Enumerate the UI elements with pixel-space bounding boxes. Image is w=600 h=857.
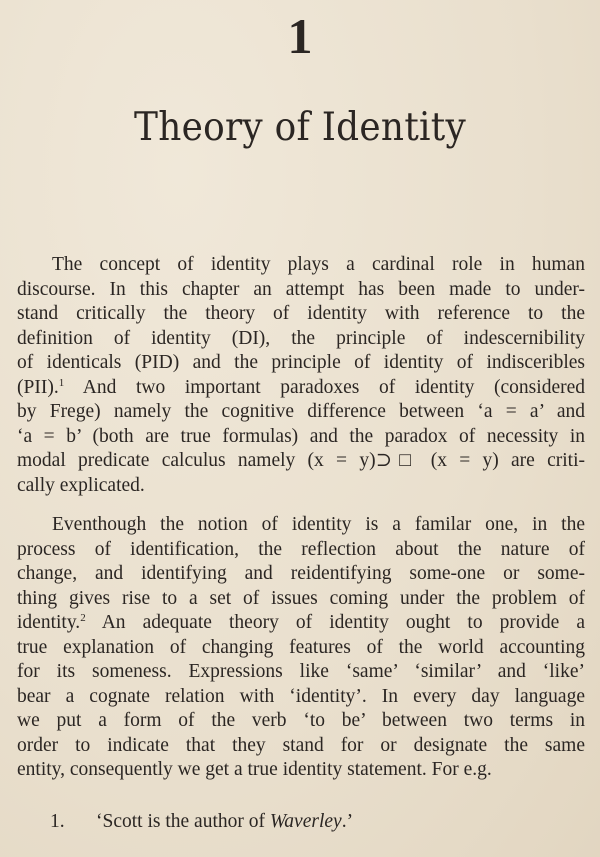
text-segment: definition of identity (DI), the principle of indescernibility xyxy=(17,327,585,349)
example-text: ‘Scott is the author of xyxy=(96,811,270,832)
text-line xyxy=(17,538,585,563)
chapter-number: 1 xyxy=(287,8,313,64)
text-segment: modal predicate calculus namely (x = y)⊃□ (x = y) are criti- xyxy=(17,450,585,471)
text-segment: An adequate theory of identity ought to provide a xyxy=(85,612,585,633)
text-segment: thing gives rise to a set of issues coming under the problem of xyxy=(17,587,585,609)
text-segment: identity. xyxy=(17,612,81,633)
text-line xyxy=(17,425,585,450)
text-line xyxy=(17,302,585,327)
text-segment: And two important paradoxes of identity (considered xyxy=(64,376,585,398)
text-segment: true explanation of changing features of the world accounting xyxy=(17,636,585,658)
text-segment: for its someness. Expressions like ‘same’ ‘similar’ and ‘like’ xyxy=(17,661,585,682)
text-line xyxy=(17,587,585,612)
example-italic-title: Waverley xyxy=(269,811,342,832)
text-line xyxy=(17,400,585,425)
text-segment: order to indicate that they stand for or designate the same xyxy=(17,734,585,756)
text-segment: Eventhough the notion of identity is a familar one, in the xyxy=(52,514,585,535)
text-line xyxy=(17,474,585,499)
paragraph-2 xyxy=(17,513,585,783)
text-line xyxy=(17,758,585,783)
text-line xyxy=(17,513,585,538)
text-segment: process of identification, the reflection about the nature of xyxy=(17,538,585,560)
text-segment: ‘a = b’ (both are true formulas) and the paradox of necessity in xyxy=(17,425,585,447)
text-segment: cally explicated. xyxy=(17,474,145,496)
text-line xyxy=(17,253,585,278)
text-line xyxy=(17,376,585,401)
text-segment: entity, consequently we get a true identity statement. For e.g. xyxy=(17,759,492,780)
text-line xyxy=(17,611,585,636)
example-text-end: .’ xyxy=(341,811,354,832)
example-number: 1. xyxy=(50,811,65,832)
text-line xyxy=(17,636,585,661)
example-item-1 xyxy=(50,810,353,835)
text-segment: (PII). xyxy=(17,376,59,398)
footnote-marker: 2 xyxy=(80,612,86,624)
text-line xyxy=(17,351,585,376)
text-segment: by Frege) namely the cognitive difference between ‘a = a’ and xyxy=(17,401,585,422)
text-line xyxy=(17,660,585,685)
text-segment: discourse. In this chapter an attempt has been made to under- xyxy=(17,278,585,300)
chapter-title: Theory of Identity xyxy=(133,105,467,150)
footnote-marker: 1 xyxy=(58,376,65,389)
paragraph-1 xyxy=(17,253,585,498)
text-segment: The concept of identity plays a cardinal role in human xyxy=(52,254,585,275)
text-line xyxy=(17,449,585,474)
text-line xyxy=(17,562,585,587)
text-segment: of identicals (PID) and the principle of identity of indisceribles xyxy=(17,352,585,373)
text-line xyxy=(17,685,585,710)
text-segment: bear a cognate relation with ‘identity’. In every day language xyxy=(17,685,585,707)
text-line xyxy=(17,734,585,759)
text-line xyxy=(17,709,585,734)
text-segment: we put a form of the verb ‘to be’ between two terms in xyxy=(17,710,585,731)
text-segment: change, and identifying and reidentifying some-one or some- xyxy=(17,563,585,584)
text-line xyxy=(17,327,585,352)
text-segment: stand critically the theory of identity with reference to the xyxy=(17,303,585,324)
text-line xyxy=(17,278,585,303)
